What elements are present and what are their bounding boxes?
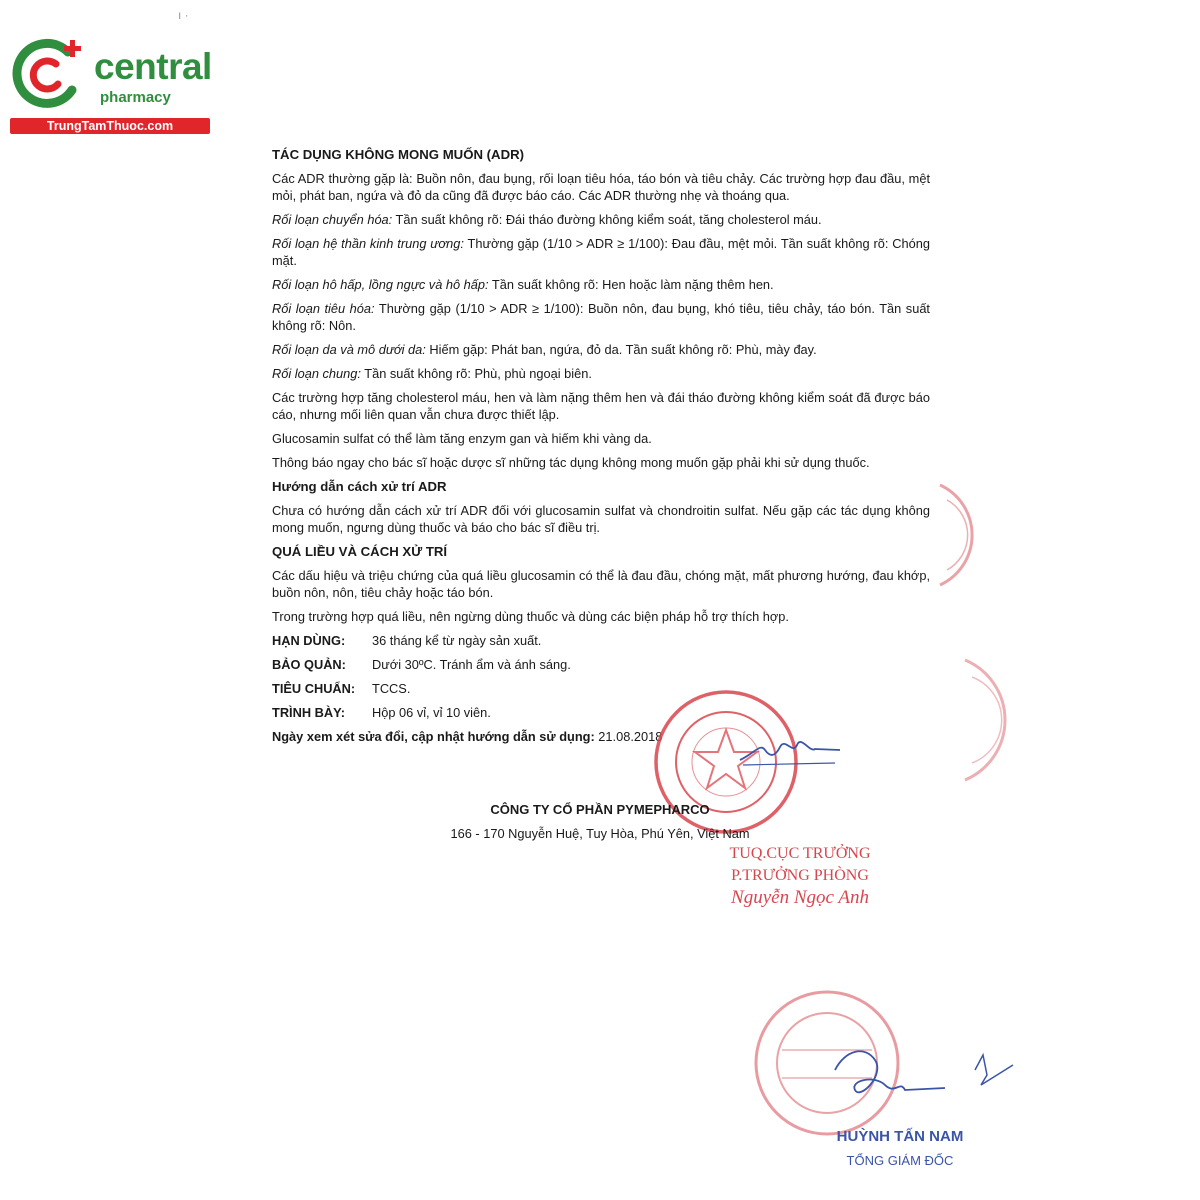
approval-signer: Nguyễn Ngọc Anh xyxy=(731,887,869,908)
adr-item-text: Thường gặp (1/10 > ADR ≥ 1/100): Buồn nôn, đau bụng, khó tiêu, tiêu chảy, táo bón. Tần suất không rõ: Nôn. xyxy=(272,301,930,333)
overdose-heading: QUÁ LIỀU VÀ CÁCH XỬ TRÍ xyxy=(272,544,448,559)
approval-signature-icon xyxy=(735,735,845,770)
approval-block xyxy=(700,843,900,909)
director-signature-icon xyxy=(805,1040,1015,1120)
adr-intro: Các ADR thường gặp là: Buồn nôn, đau bụng, rối loạn tiêu hóa, táo bón và tiêu chảy. Các trường hợp đau đầu, mệt mỏi, phát ban, ngứa và đỏ da cũng đã được báo cáo. Các ADR thường nhẹ và thoáng qua. xyxy=(272,171,930,203)
adr-item xyxy=(272,211,930,228)
spec-key: TIÊU CHUẨN: xyxy=(272,681,356,696)
adr-item xyxy=(272,276,930,293)
spec-row xyxy=(272,656,930,673)
approval-line1: TUQ.CỤC TRƯỞNG xyxy=(729,845,871,862)
director-title: TỔNG GIÁM ĐỐC xyxy=(846,1153,954,1168)
adr-item-label: Rối loạn tiêu hóa: xyxy=(272,301,375,316)
adr-item-label: Rối loạn hô hấp, lồng ngực và hô hấp: xyxy=(272,277,489,292)
adr-item-label: Rối loạn chung: xyxy=(272,366,361,381)
scan-mark: ı · xyxy=(178,8,189,22)
document-body xyxy=(272,144,930,752)
director-name: HUỲNH TẤN NAM xyxy=(836,1128,964,1145)
central-pharmacy-logo[interactable] xyxy=(10,38,215,136)
logo-sub: pharmacy xyxy=(100,89,171,106)
partial-stamp-icon xyxy=(935,480,985,590)
spec-row xyxy=(272,680,930,697)
spec-key: HẠN DÙNG: xyxy=(272,633,346,648)
spec-key: BẢO QUẢN: xyxy=(272,657,346,672)
spec-row xyxy=(272,632,930,649)
adr-item-text: Tần suất không rõ: Hen hoặc làm nặng thêm hen. xyxy=(488,277,774,292)
adr-item xyxy=(272,365,930,382)
spec-value: Dưới 30ºC. Tránh ẩm và ánh sáng. xyxy=(372,657,571,672)
spec-value: TCCS. xyxy=(372,681,411,696)
adr-item-text: Hiếm gặp: Phát ban, ngứa, đỏ da. Tần suất không rõ: Phù, mày đay. xyxy=(425,342,817,357)
adr-item-text: Tần suất không rõ: Đái tháo đường không kiểm soát, tăng cholesterol máu. xyxy=(392,212,822,227)
adr-notify: Thông báo ngay cho bác sĩ hoặc dược sĩ những tác dụng không mong muốn gặp phải khi sử dụng thuốc. xyxy=(272,455,870,470)
spec-value: 36 tháng kể từ ngày sản xuất. xyxy=(372,633,542,648)
spec-key: TRÌNH BÀY: xyxy=(272,705,345,720)
adr-item-text: Tần suất không rõ: Phù, phù ngoại biên. xyxy=(360,366,592,381)
spec-value: Hộp 06 vỉ, vỉ 10 viên. xyxy=(372,705,491,720)
adr-cholesterol: Các trường hợp tăng cholesterol máu, hen và làm nặng thêm hen và đái tháo đường không kiểm soát đã được báo cáo, nhưng mối liên quan vẫn chưa được thiết lập. xyxy=(272,390,930,422)
logo-brand: central xyxy=(94,46,212,87)
guide-heading: Hướng dẫn cách xử trí ADR xyxy=(272,479,447,494)
central-logo-mark-icon xyxy=(10,38,90,110)
adr-item-label: Rối loạn chuyển hóa: xyxy=(272,212,393,227)
adr-item xyxy=(272,341,930,358)
adr-item-label: Rối loạn hệ thần kinh trung ương: xyxy=(272,236,464,251)
approval-line2: P.TRƯỞNG PHÒNG xyxy=(731,867,869,884)
adr-item-label: Rối loạn da và mô dưới da: xyxy=(272,342,426,357)
review-date-value: 21.08.2018 xyxy=(594,729,663,744)
guide-text: Chưa có hướng dẫn cách xử trí ADR đối với glucosamin sulfat và chondroitin sulfat. Nếu gặp các tác dụng không mong muốn, ngưng dùng thuốc và báo cho bác sĩ điều trị. xyxy=(272,503,930,535)
overdose-p1: Các dấu hiệu và triệu chứng của quá liều glucosamin có thể là đau đầu, chóng mặt, mất phương hướng, đau khớp, buồn nôn, nôn, tiêu chảy hoặc táo bón. xyxy=(272,568,930,600)
company-name: CÔNG TY CỔ PHẦN PYMEPHARCO xyxy=(490,802,710,817)
director-block xyxy=(800,1128,1000,1168)
review-label: Ngày xem xét sửa đổi, cập nhật hướng dẫn sử dụng: xyxy=(272,729,595,744)
overdose-p2: Trong trường hợp quá liều, nên ngừng dùng thuốc và dùng các biện pháp hỗ trợ thích hợp. xyxy=(272,609,789,624)
partial-stamp-icon xyxy=(960,655,1010,785)
adr-item-text: Thường gặp (1/10 > ADR ≥ 1/100): Đau đầu, mệt mỏi. Tần suất không rõ: Chóng mặt. xyxy=(272,236,930,268)
company-address: 166 - 170 Nguyễn Huệ, Tuy Hòa, Phú Yên, Việt Nam xyxy=(450,826,750,841)
adr-enzyme: Glucosamin sulfat có thể làm tăng enzym gan và hiếm khi vàng da. xyxy=(272,431,652,446)
logo-url[interactable]: TrungTamThuoc.com xyxy=(10,118,210,134)
adr-heading: TÁC DỤNG KHÔNG MONG MUỐN (ADR) xyxy=(272,147,525,162)
adr-item xyxy=(272,235,930,269)
adr-item xyxy=(272,300,930,334)
spec-row xyxy=(272,704,930,721)
